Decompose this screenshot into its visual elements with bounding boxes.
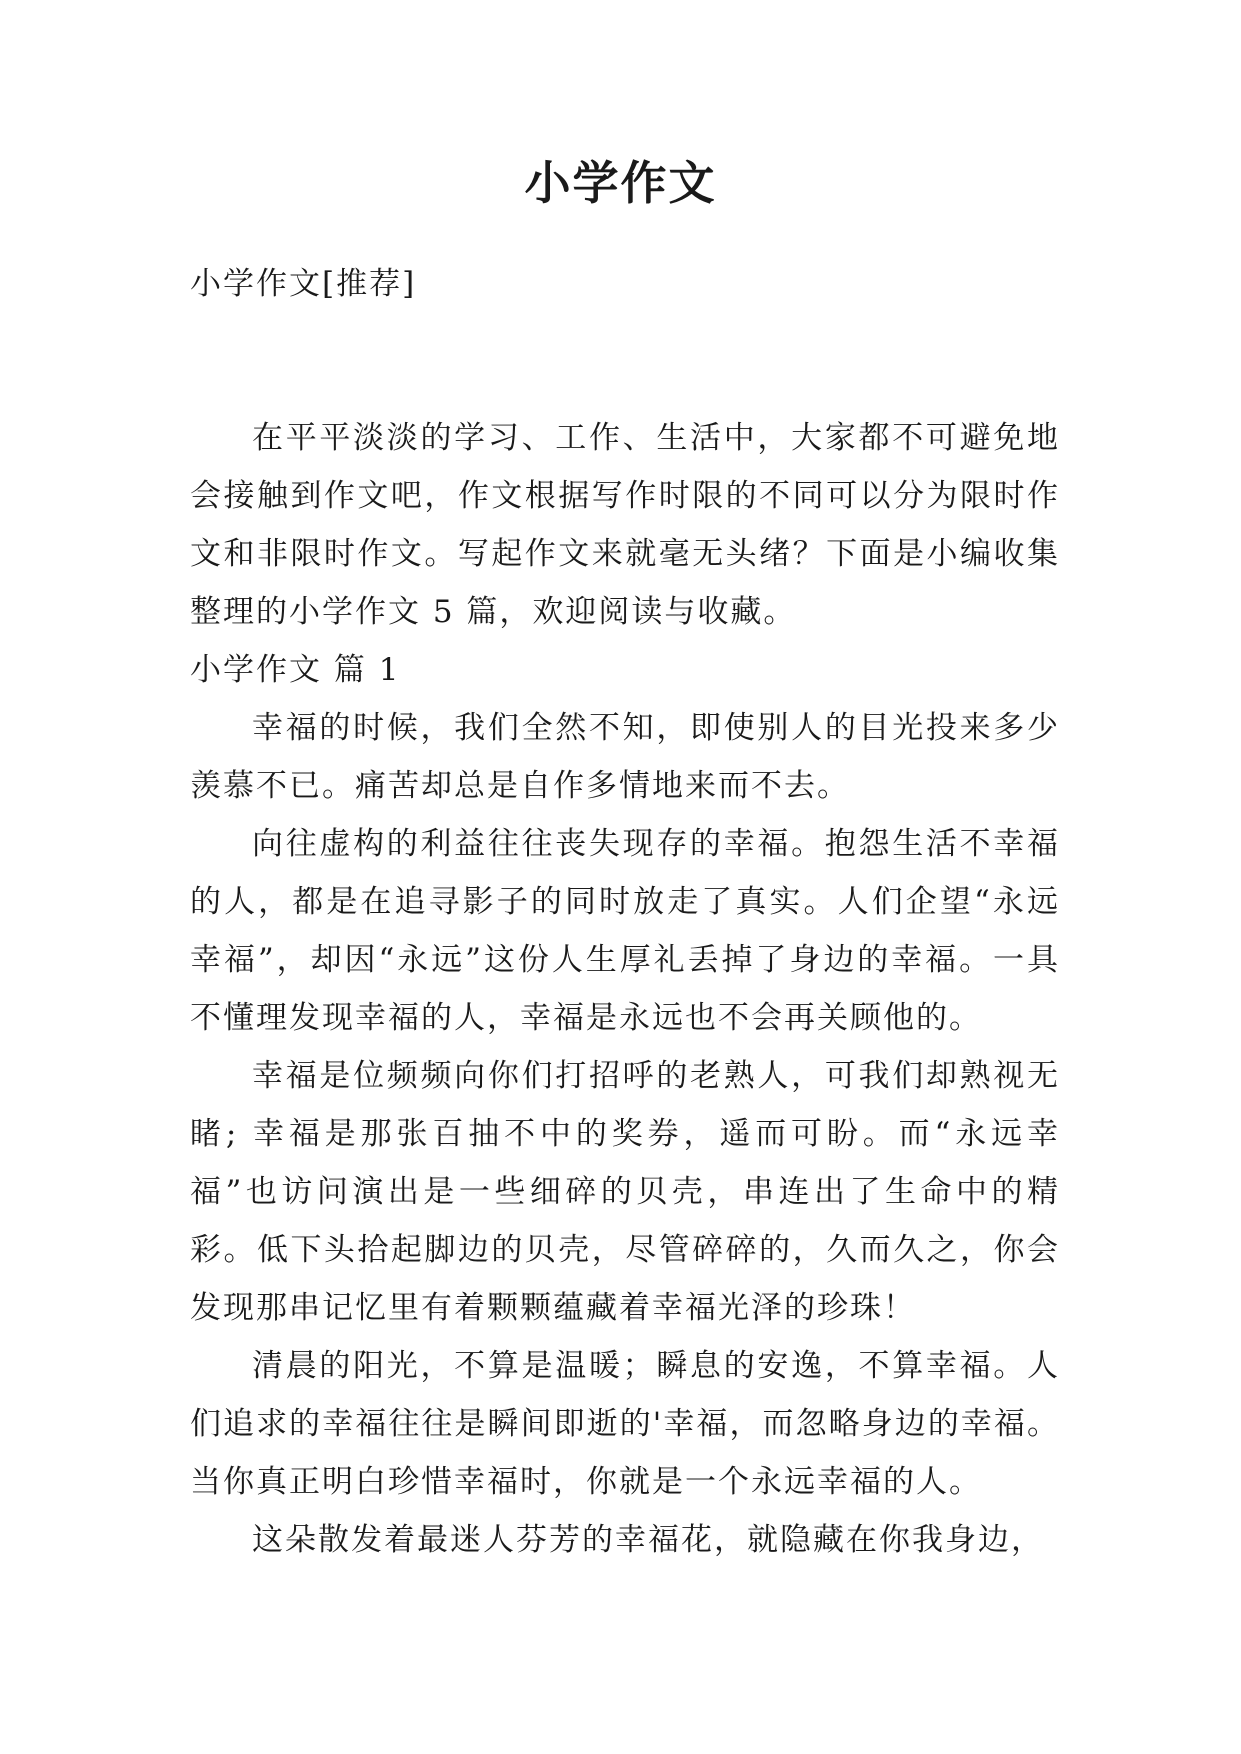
body-paragraph-3: 幸福是位频频向你们打招呼的老熟人，可我们却熟视无睹; 幸福是那张百抽不中的奖券，遥而可盼。而“永远幸福”也访问演出是一些细碎的贝壳，串连出了生命中的精彩。低下头拾起脚边的贝壳，尽管碎碎的，久而久之，你会发现那串记忆里有着颗颗蕴藏着幸福光泽的珍珠！ [190,1058,1060,1326]
intro-paragraph: 在平平淡淡的学习、工作、生活中，大家都不可避免地会接触到作文吧，作文根据写作时限的不同可以分为限时作文和非限时作文。写起作文来就毫无头绪？下面是小编收集整理的小学作文 5 篇，欢迎阅读与收藏。 [190,420,1060,630]
body-paragraph-1: 幸福的时候，我们全然不知，即使别人的目光投来多少羡慕不已。痛苦却总是自作多情地来而不去。 [190,710,1060,804]
document-body [190,409,1060,1569]
body-paragraph-2: 向往虚构的利益往往丧失现存的幸福。抱怨生活不幸福的人，都是在追寻影子的同时放走了真实。人们企望“永远幸福”，却因“永远”这份人生厚礼丢掉了身边的幸福。一具不懂理发现幸福的人，幸福是永远也不会再关顾他的。 [190,826,1060,1036]
document-title: 小学作文 [524,156,717,210]
body-paragraph-5: 这朵散发着最迷人芬芳的幸福花，就隐藏在你我身边， [252,1522,1044,1558]
body-paragraph-4: 清晨的阳光，不算是温暖；瞬息的安逸，不算幸福。人们追求的幸福往往是瞬间即逝的'幸福，而忽略身边的幸福。当你真正明白珍惜幸福时，你就是一个永远幸福的人。 [190,1348,1060,1500]
document-subtitle: 小学作文[推荐] [190,266,417,302]
section-heading: 小学作文 篇 1 [190,652,401,688]
